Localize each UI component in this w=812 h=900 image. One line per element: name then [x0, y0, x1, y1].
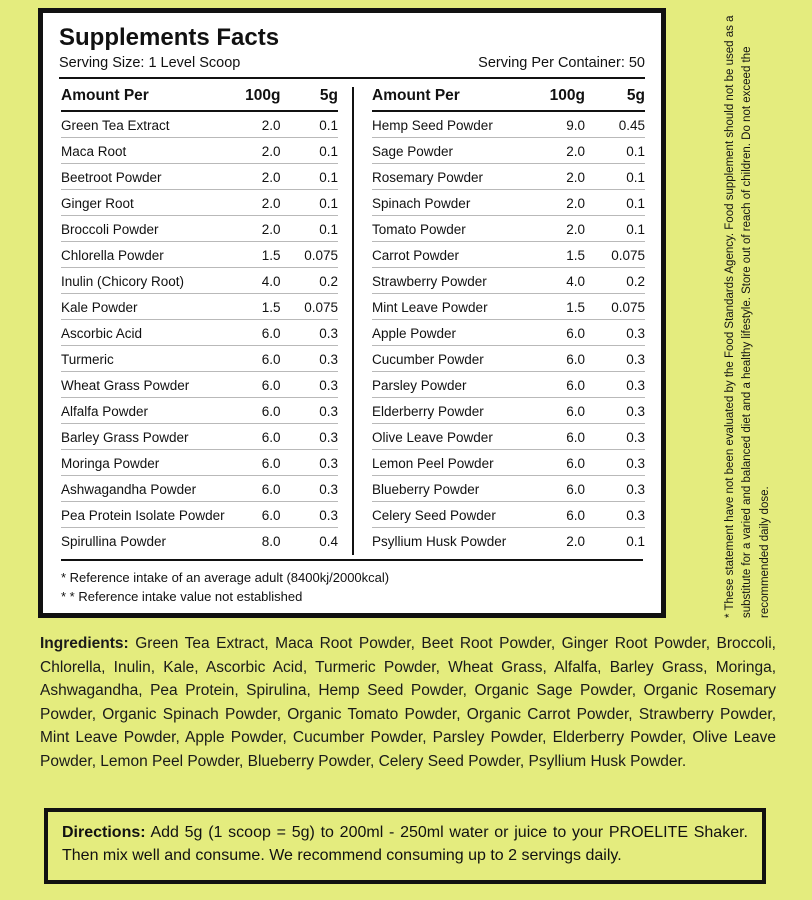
table-row: [372, 294, 645, 320]
ingredient-name: Wheat Grass Powder: [61, 372, 225, 398]
ingredient-name: Spirullina Powder: [61, 533, 167, 549]
table-row: [372, 372, 645, 398]
amount-per-100g: 2.0: [225, 216, 281, 242]
amount-per-100g: 6.0: [225, 398, 281, 424]
amount-per-5g: 0.075: [585, 242, 645, 268]
ingredient-name: Rosemary Powder: [372, 164, 527, 190]
table-row: [61, 476, 338, 502]
table-header-row: [61, 87, 338, 111]
amount-per-100g: 6.0: [225, 424, 281, 450]
nutrition-table-right: [372, 87, 645, 553]
footnote-reference-intake: * Reference intake of an average adult (8400kj/2000kcal): [61, 570, 390, 586]
table-row: [61, 216, 338, 242]
table-row: [61, 111, 338, 138]
amount-per-100g: 6.0: [527, 398, 585, 424]
ingredient-name: Barley Grass Powder: [61, 424, 225, 450]
amount-per-5g: 0.3: [585, 320, 645, 346]
amount-per-5g: 0.075: [280, 242, 338, 268]
table-row: [372, 476, 645, 502]
table-row: [372, 190, 645, 216]
nutrition-columns: [57, 87, 647, 555]
amount-per-100g: 6.0: [527, 476, 585, 502]
nutrition-column-left: [57, 87, 352, 555]
amount-per-100g: 6.0: [225, 372, 281, 398]
ingredient-name: Lemon Peel Powder: [372, 450, 527, 476]
panel-title: Supplements Facts: [59, 24, 280, 51]
table-row: [372, 528, 645, 554]
directions-label: Directions:: [62, 824, 146, 841]
table-row: [61, 268, 338, 294]
table-row: [372, 346, 645, 372]
amount-per-100g: 6.0: [527, 372, 585, 398]
ingredients-section: [40, 632, 776, 773]
amount-per-5g: 0.3: [280, 372, 338, 398]
header-100g: 100g: [527, 87, 585, 111]
table-row: [61, 294, 338, 320]
legal-disclaimer-text: * These statement have not been evaluated by the Food Standards Agency. Food supplement should not be used as a substitute for a varied and balanced diet and a healthy lifestyle. Store out of reach of children. Do not exceed the recommended daily dose.: [724, 15, 771, 618]
amount-per-5g: 0.3: [585, 424, 645, 450]
amount-per-5g: 0.3: [280, 424, 338, 450]
nutrition-column-right: [352, 87, 647, 555]
table-row: [372, 138, 645, 164]
amount-per-100g: 6.0: [225, 476, 281, 502]
amount-per-100g: 2.0: [566, 533, 585, 549]
ingredient-name: Turmeric: [61, 346, 225, 372]
ingredient-name: Parsley Powder: [372, 372, 527, 398]
amount-per-100g: 1.5: [527, 294, 585, 320]
table-row: [61, 138, 338, 164]
ingredient-name: Carrot Powder: [372, 242, 527, 268]
ingredient-name: Spinach Powder: [372, 190, 527, 216]
amount-per-5g: 0.075: [585, 294, 645, 320]
amount-per-100g: 8.0: [261, 533, 281, 549]
amount-per-100g: 2.0: [527, 190, 585, 216]
amount-per-5g: 0.1: [280, 111, 338, 138]
table-row: [372, 164, 645, 190]
amount-per-100g: 2.0: [225, 138, 281, 164]
nutrition-table-left: [61, 87, 338, 553]
amount-per-100g: 6.0: [527, 502, 585, 528]
ingredient-name: Ginger Root: [61, 190, 225, 216]
amount-per-100g: 6.0: [225, 450, 281, 476]
amount-per-5g: 0.3: [280, 398, 338, 424]
ingredient-name: Mint Leave Powder: [372, 294, 527, 320]
header-amount-per: Amount Per: [372, 87, 527, 111]
amount-per-5g: 0.1: [585, 190, 645, 216]
ingredient-name: Inulin (Chicory Root): [61, 268, 225, 294]
ingredient-name: Beetroot Powder: [61, 164, 225, 190]
header-100g: 100g: [225, 87, 281, 111]
amount-per-100g: 2.0: [225, 190, 281, 216]
amount-per-100g: 1.5: [225, 294, 281, 320]
table-row: [61, 190, 338, 216]
ingredient-name: Apple Powder: [372, 320, 527, 346]
amount-per-5g: 0.1: [585, 216, 645, 242]
amount-per-5g: 0.45: [585, 111, 645, 138]
amount-per-5g: 0.3: [280, 346, 338, 372]
ingredient-name: Tomato Powder: [372, 216, 527, 242]
table-row: [372, 398, 645, 424]
ingredient-name: Psyllium Husk Powder: [372, 533, 507, 549]
amount-per-100g: 6.0: [527, 450, 585, 476]
amount-per-5g: 0.3: [280, 476, 338, 502]
ingredient-name: Strawberry Powder: [372, 268, 527, 294]
ingredient-name: Pea Protein Isolate Powder: [61, 502, 225, 528]
ingredient-name: Blueberry Powder: [372, 476, 527, 502]
amount-per-100g: 2.0: [527, 216, 585, 242]
table-header-row: [372, 87, 645, 111]
amount-per-100g: 2.0: [527, 164, 585, 190]
ingredient-name: Broccoli Powder: [61, 216, 225, 242]
amount-per-5g: 0.3: [585, 398, 645, 424]
amount-per-5g: 0.1: [280, 138, 338, 164]
amount-per-5g: 0.075: [280, 294, 338, 320]
ingredient-name: Hemp Seed Powder: [372, 111, 527, 138]
amount-per-5g: 0.3: [585, 476, 645, 502]
ingredient-name: Sage Powder: [372, 138, 527, 164]
ingredient-name: Celery Seed Powder: [372, 502, 527, 528]
table-row: [61, 398, 338, 424]
table-row: [61, 502, 338, 528]
amount-per-100g: 2.0: [225, 164, 281, 190]
amount-per-100g: 2.0: [225, 111, 281, 138]
header-5g: 5g: [585, 87, 645, 111]
amount-per-5g: 0.3: [585, 450, 645, 476]
amount-per-5g: 0.3: [280, 502, 338, 528]
supplement-facts-panel: [38, 8, 666, 618]
amount-per-5g: 0.3: [585, 372, 645, 398]
table-row: [372, 216, 645, 242]
footnote-not-established: * * Reference intake value not established: [61, 589, 303, 605]
amount-per-100g: 6.0: [225, 502, 281, 528]
table-row: [61, 372, 338, 398]
ingredient-name: Moringa Powder: [61, 450, 225, 476]
amount-per-100g: 6.0: [225, 320, 281, 346]
serving-size-label: Serving Size: 1 Level Scoop: [59, 55, 241, 72]
amount-per-5g: 0.1: [585, 164, 645, 190]
amount-per-100g: 6.0: [527, 424, 585, 450]
ingredient-name: Kale Powder: [61, 294, 225, 320]
table-row: [372, 424, 645, 450]
footnotes: [61, 559, 643, 607]
table-row: [372, 268, 645, 294]
amount-per-5g: 0.2: [585, 268, 645, 294]
amount-per-100g: 4.0: [225, 268, 281, 294]
ingredient-name: Elderberry Powder: [372, 398, 527, 424]
amount-per-100g: 9.0: [527, 111, 585, 138]
table-row: [372, 111, 645, 138]
table-row: [372, 450, 645, 476]
table-row: [61, 242, 338, 268]
ingredient-name: Maca Root: [61, 138, 225, 164]
table-row: [372, 502, 645, 528]
amount-per-5g: 0.1: [280, 216, 338, 242]
amount-per-100g: 1.5: [527, 242, 585, 268]
amount-per-100g: 1.5: [225, 242, 281, 268]
table-row: [61, 528, 338, 554]
amount-per-5g: 0.3: [280, 450, 338, 476]
header-amount-per: Amount Per: [61, 87, 225, 111]
table-row: [61, 450, 338, 476]
amount-per-100g: 4.0: [527, 268, 585, 294]
ingredients-text: Green Tea Extract, Maca Root Powder, Beet Root Powder, Ginger Root Powder, Broccoli, Chlorella, Inulin, Kale, Ascorbic Acid, Turmeric Powder, Wheat Grass, Alfalfa, Barley Grass, Moringa, Ashwagandha, Pea Protein, Spirulina, Hemp Seed Powder, Organic Sage Powder, Organic Rosemary Powder, Organic Spinach Powder, Organic Tomato Powder, Organic Carrot Powder, Strawberry Powder, Mint Leave Powder, Apple Powder, Cucumber Powder, Parsley Powder, Elderberry Powder, Olive Leave Powder, Lemon Peel Powder, Blueberry Powder, Celery Seed Powder, Psyllium Husk Powder.: [40, 635, 776, 770]
amount-per-5g: 0.1: [280, 190, 338, 216]
serving-per-container-label: Serving Per Container: 50: [478, 55, 645, 72]
amount-per-100g: 6.0: [225, 346, 281, 372]
amount-per-5g: 0.1: [585, 138, 645, 164]
ingredient-name: Olive Leave Powder: [372, 424, 527, 450]
table-row: [372, 242, 645, 268]
amount-per-100g: 6.0: [527, 320, 585, 346]
header-5g: 5g: [280, 87, 338, 111]
amount-per-5g: 0.3: [280, 320, 338, 346]
amount-per-5g: 0.3: [585, 502, 645, 528]
table-row: [61, 164, 338, 190]
legal-disclaimer: [688, 8, 771, 618]
amount-per-5g: 0.1: [280, 164, 338, 190]
table-row: [61, 424, 338, 450]
amount-per-5g: 0.4: [319, 533, 338, 549]
ingredient-name: Green Tea Extract: [61, 111, 225, 138]
serving-info-row: [59, 55, 645, 79]
ingredient-name: Chlorella Powder: [61, 242, 225, 268]
ingredient-name: Alfalfa Powder: [61, 398, 225, 424]
ingredients-label: Ingredients:: [40, 635, 129, 652]
ingredient-name: Cucumber Powder: [372, 346, 527, 372]
directions-section: [44, 808, 766, 884]
ingredient-name: Ascorbic Acid: [61, 320, 225, 346]
table-row: [61, 346, 338, 372]
amount-per-100g: 6.0: [527, 346, 585, 372]
directions-text: Add 5g (1 scoop = 5g) to 200ml - 250ml water or juice to your PROELITE Shaker. Then mix well and consume. We recommend consuming up to 2 servings daily.: [62, 824, 748, 864]
amount-per-5g: 0.1: [626, 533, 645, 549]
table-row: [61, 320, 338, 346]
amount-per-5g: 0.3: [585, 346, 645, 372]
ingredient-name: Ashwagandha Powder: [61, 476, 225, 502]
table-row: [372, 320, 645, 346]
amount-per-5g: 0.2: [280, 268, 338, 294]
amount-per-100g: 2.0: [527, 138, 585, 164]
